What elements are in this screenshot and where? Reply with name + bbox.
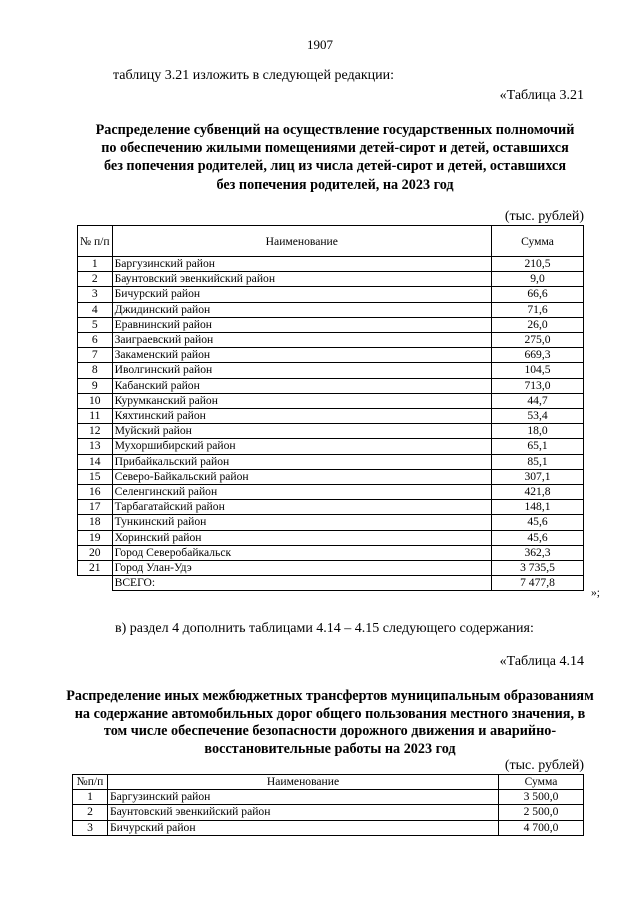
- row-sum: 53,4: [492, 409, 584, 424]
- row-name: Баунтовский эвенкийский район: [108, 805, 499, 820]
- row-name: Селенгинский район: [112, 485, 491, 500]
- row-sum: 2 500,0: [499, 805, 584, 820]
- page-number: 1907: [307, 37, 333, 52]
- row-num: 8: [78, 363, 113, 378]
- table-row: [73, 790, 584, 805]
- table-row: [78, 454, 584, 469]
- table1-unit: (тыс. рублей): [504, 209, 584, 224]
- row-num: 11: [78, 409, 113, 424]
- header-num: № п/п: [78, 226, 113, 257]
- row-num: 3: [73, 820, 108, 835]
- table2-header-row: [73, 775, 584, 790]
- row-name: Баунтовский эвенкийский район: [112, 272, 491, 287]
- table1-total-row: [78, 576, 584, 591]
- row-sum: 71,6: [492, 302, 584, 317]
- row-sum: 307,1: [492, 469, 584, 484]
- row-sum: 44,7: [492, 393, 584, 408]
- table-row: [78, 333, 584, 348]
- row-sum: 66,6: [492, 287, 584, 302]
- total-label: ВСЕГО:: [112, 576, 491, 591]
- table-row: [78, 469, 584, 484]
- row-sum: 148,1: [492, 500, 584, 515]
- table-row: [73, 805, 584, 820]
- table-row: [78, 515, 584, 530]
- table-row: [78, 257, 584, 272]
- row-num: 15: [78, 469, 113, 484]
- header-sum: Сумма: [499, 775, 584, 790]
- table2-title: Распределение иных межбюджетных трансфертов муниципальным образованиям на содержание автомобильных дорог общего пользования местного значения, в том числе обеспечение безопасности дорожного движения и аварийно-восстановительные работы на 2023 год: [66, 688, 594, 757]
- row-name: Тункинский район: [112, 515, 491, 530]
- row-num: 10: [78, 393, 113, 408]
- row-sum: 65,1: [492, 439, 584, 454]
- row-sum: 104,5: [492, 363, 584, 378]
- row-sum: 210,5: [492, 257, 584, 272]
- row-name: Курумканский район: [112, 393, 491, 408]
- table-row: [78, 500, 584, 515]
- row-sum: 3 500,0: [499, 790, 584, 805]
- row-name: Северо-Байкальский район: [112, 469, 491, 484]
- row-num: 6: [78, 333, 113, 348]
- table2-unit: (тыс. рублей): [504, 758, 584, 773]
- header-num: №п/п: [73, 775, 108, 790]
- row-num: 1: [73, 790, 108, 805]
- row-num: 1: [78, 257, 113, 272]
- row-num: 13: [78, 439, 113, 454]
- table1-title: Распределение субвенций на осуществление государственных полномочий по обеспечению жилыми помещениями детей-сирот и детей, оставшихся без попечения родителей, лиц из числа детей-сирот и детей, оставшихся без попечения родителей, на 2023 год: [95, 122, 575, 193]
- row-name: Заиграевский район: [112, 333, 491, 348]
- row-num: 19: [78, 530, 113, 545]
- row-num: 9: [78, 378, 113, 393]
- table-row: [78, 545, 584, 560]
- row-name: Баргузинский район: [112, 257, 491, 272]
- table-row: [78, 424, 584, 439]
- table-row: [78, 439, 584, 454]
- row-sum: 275,0: [492, 333, 584, 348]
- table-row: [78, 348, 584, 363]
- row-sum: 45,6: [492, 515, 584, 530]
- row-num: 3: [78, 287, 113, 302]
- row-name: Кяхтинский район: [112, 409, 491, 424]
- row-name: Еравнинский район: [112, 317, 491, 332]
- table-row: [78, 272, 584, 287]
- row-sum: 45,6: [492, 530, 584, 545]
- table2: [72, 774, 584, 836]
- header-name: Наименование: [108, 775, 499, 790]
- row-name: Кабанский район: [112, 378, 491, 393]
- header-name: Наименование: [112, 226, 491, 257]
- table-row: [73, 820, 584, 835]
- table-row: [78, 485, 584, 500]
- table1: [77, 225, 584, 591]
- row-name: Хоринский район: [112, 530, 491, 545]
- row-sum: 362,3: [492, 545, 584, 560]
- row-sum: 18,0: [492, 424, 584, 439]
- total-sum: 7 477,8: [492, 576, 584, 591]
- row-name: Мухоршибирский район: [112, 439, 491, 454]
- row-num: 14: [78, 454, 113, 469]
- table-row: [78, 287, 584, 302]
- table-row: [78, 409, 584, 424]
- row-sum: 3 735,5: [492, 561, 584, 576]
- row-name: Муйский район: [112, 424, 491, 439]
- table2-reference: «Таблица 4.14: [499, 654, 584, 669]
- table-row: [78, 317, 584, 332]
- section-paragraph: в) раздел 4 дополнить таблицами 4.14 – 4.15 следующего содержания:: [115, 621, 534, 636]
- row-sum: 713,0: [492, 378, 584, 393]
- row-num: 16: [78, 485, 113, 500]
- table-row: [78, 363, 584, 378]
- row-sum: 421,8: [492, 485, 584, 500]
- row-name: Иволгинский район: [112, 363, 491, 378]
- table1-header-row: [78, 226, 584, 257]
- table-row: [78, 561, 584, 576]
- table-row: [78, 393, 584, 408]
- row-name: Закаменский район: [112, 348, 491, 363]
- row-name: Город Северобайкальск: [112, 545, 491, 560]
- row-num: 21: [78, 561, 113, 576]
- header-sum: Сумма: [492, 226, 584, 257]
- row-name: Бичурский район: [112, 287, 491, 302]
- table1-reference: «Таблица 3.21: [499, 88, 584, 103]
- row-sum: 9,0: [492, 272, 584, 287]
- intro-paragraph: таблицу 3.21 изложить в следующей редакции:: [113, 68, 395, 83]
- row-sum: 26,0: [492, 317, 584, 332]
- table-row: [78, 530, 584, 545]
- row-sum: 85,1: [492, 454, 584, 469]
- row-num: 20: [78, 545, 113, 560]
- table-row: [78, 302, 584, 317]
- row-num: 2: [73, 805, 108, 820]
- row-name: Баргузинский район: [108, 790, 499, 805]
- row-sum: 669,3: [492, 348, 584, 363]
- row-num: 7: [78, 348, 113, 363]
- table1-closing-mark: »;: [591, 586, 601, 599]
- table-row: [78, 378, 584, 393]
- row-num: 2: [78, 272, 113, 287]
- row-num: 5: [78, 317, 113, 332]
- row-name: Прибайкальский район: [112, 454, 491, 469]
- row-num: 4: [78, 302, 113, 317]
- row-name: Бичурский район: [108, 820, 499, 835]
- row-name: Тарбагатайский район: [112, 500, 491, 515]
- row-num: 18: [78, 515, 113, 530]
- row-name: Город Улан-Удэ: [112, 561, 491, 576]
- total-empty-cell: [78, 576, 113, 591]
- row-num: 17: [78, 500, 113, 515]
- row-name: Джидинский район: [112, 302, 491, 317]
- row-num: 12: [78, 424, 113, 439]
- row-sum: 4 700,0: [499, 820, 584, 835]
